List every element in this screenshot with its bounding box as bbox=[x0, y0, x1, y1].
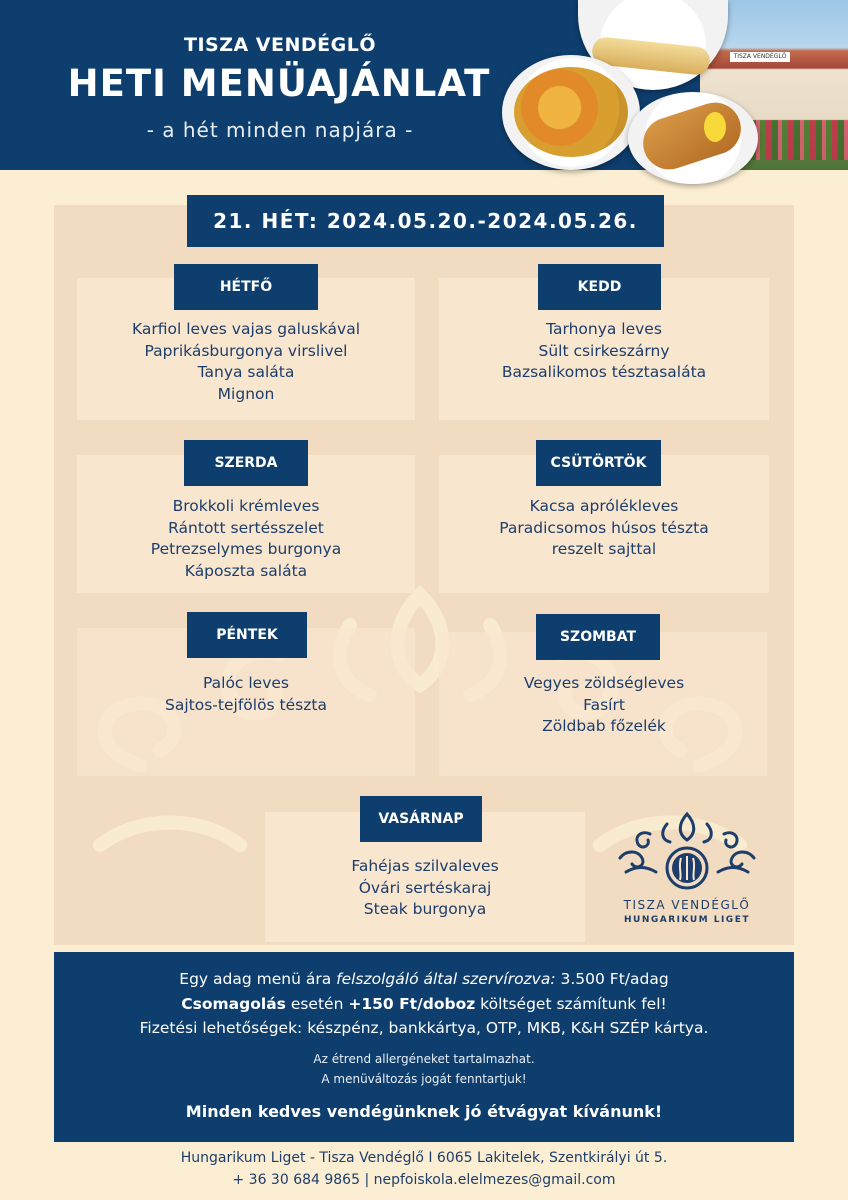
dish: Bazsalikomos tésztasaláta bbox=[501, 363, 707, 381]
dish: Mignon bbox=[217, 384, 275, 403]
day-label-friday: PÉNTEK bbox=[187, 612, 307, 658]
dish: Tanya saláta bbox=[197, 363, 295, 381]
packaging-price: +150 Ft/doboz bbox=[348, 995, 476, 1013]
building-sign: TISZA VENDÉGLŐ bbox=[730, 52, 790, 62]
header-banner bbox=[0, 0, 848, 170]
day-dishes-sunday bbox=[265, 856, 585, 921]
day-dishes-monday bbox=[77, 319, 415, 405]
page-subtitle: - a hét minden napjára - bbox=[146, 118, 414, 142]
allergen-note: Az étrend allergéneket tartalmazhat. bbox=[313, 1052, 535, 1066]
day-label-tuesday: KEDD bbox=[538, 264, 661, 310]
day-label-saturday: SZOMBAT bbox=[536, 614, 660, 660]
price-value: 3.500 Ft/adag bbox=[555, 970, 669, 988]
closing-wish: Minden kedves vendégünknek jó étvágyat kívánunk! bbox=[185, 1102, 663, 1121]
dish: Zöldbab főzelék bbox=[542, 717, 666, 735]
dish: Óvári sertéskaraj bbox=[358, 878, 492, 897]
restaurant-logo bbox=[612, 810, 762, 930]
footer-address: Hungarikum Liget - Tisza Vendéglő I 6065 Lakitelek, Szentkirályi út 5. bbox=[180, 1150, 668, 1166]
dish: Petrezselymes burgonya bbox=[150, 540, 342, 558]
dish: Rántott sertésszelet bbox=[168, 518, 324, 537]
dish: Fahéjas szilvaleves bbox=[351, 857, 499, 875]
folk-ornament-logo-icon bbox=[612, 810, 762, 896]
fried-fish-plate-photo bbox=[628, 92, 758, 184]
logo-name: TISZA VENDÉGLŐ bbox=[623, 898, 751, 912]
packaging-text-end: költséget számítunk fel! bbox=[475, 995, 667, 1013]
dish: Tarhonya leves bbox=[546, 320, 662, 338]
payment-line: Fizetési lehetőségek: készpénz, bankkártya, OTP, MKB, K&H SZÉP kártya. bbox=[139, 1019, 709, 1037]
dish: Kacsa aprólékleves bbox=[529, 497, 679, 515]
dish: Karfiol leves vajas galuskával bbox=[132, 320, 360, 338]
day-dishes-thursday bbox=[439, 496, 769, 561]
day-label-monday: HÉTFŐ bbox=[174, 264, 318, 310]
dish: Sajtos-tejfölös tészta bbox=[165, 695, 327, 714]
week-banner: 21. HÉT: 2024.05.20.-2024.05.26. bbox=[187, 195, 664, 247]
day-label-sunday: VASÁRNAP bbox=[360, 796, 482, 842]
price-serving-note: felszolgáló által szervírozva: bbox=[336, 970, 556, 988]
packaging-label: Csomagolás bbox=[181, 995, 286, 1013]
dish: Brokkoli krémleves bbox=[172, 497, 320, 515]
dish: Paradicsomos húsos tészta bbox=[499, 518, 709, 537]
price-text: Egy adag menü ára bbox=[179, 970, 337, 988]
dish: reszelt sajttal bbox=[551, 540, 657, 558]
dish: Paprikásburgonya virslivel bbox=[144, 341, 348, 360]
dish: Fasírt bbox=[583, 695, 625, 714]
restaurant-name: TISZA VENDÉGLŐ bbox=[184, 34, 376, 56]
packaging-text: esetén bbox=[285, 995, 349, 1013]
dish: Palóc leves bbox=[202, 674, 289, 692]
info-box bbox=[54, 952, 794, 1142]
day-dishes-wednesday bbox=[77, 496, 415, 582]
menu-change-note: A menüváltozás jogát fenntartjuk! bbox=[321, 1072, 527, 1086]
soup-plate-photo bbox=[502, 55, 640, 170]
dish: Sült csirkeszárny bbox=[538, 341, 670, 360]
dish: Káposzta saláta bbox=[184, 561, 308, 580]
day-label-thursday: CSÜTÖRTÖK bbox=[536, 440, 661, 486]
footer-contact: + 36 30 684 9865 | nepfoiskola.elelmezes@gmail.com bbox=[232, 1172, 616, 1188]
page-title: HETI MENÜAJÁNLAT bbox=[67, 62, 491, 105]
day-dishes-tuesday bbox=[439, 319, 769, 384]
day-label-wednesday: SZERDA bbox=[184, 440, 308, 486]
dish: Steak burgonya bbox=[363, 900, 487, 918]
day-dishes-friday bbox=[77, 673, 415, 716]
price-line bbox=[54, 970, 794, 988]
packaging-line bbox=[54, 995, 794, 1013]
day-dishes-saturday bbox=[439, 673, 769, 738]
logo-subname: HUNGARIKUM LIGET bbox=[624, 915, 750, 925]
dish: Vegyes zöldségleves bbox=[523, 674, 685, 692]
